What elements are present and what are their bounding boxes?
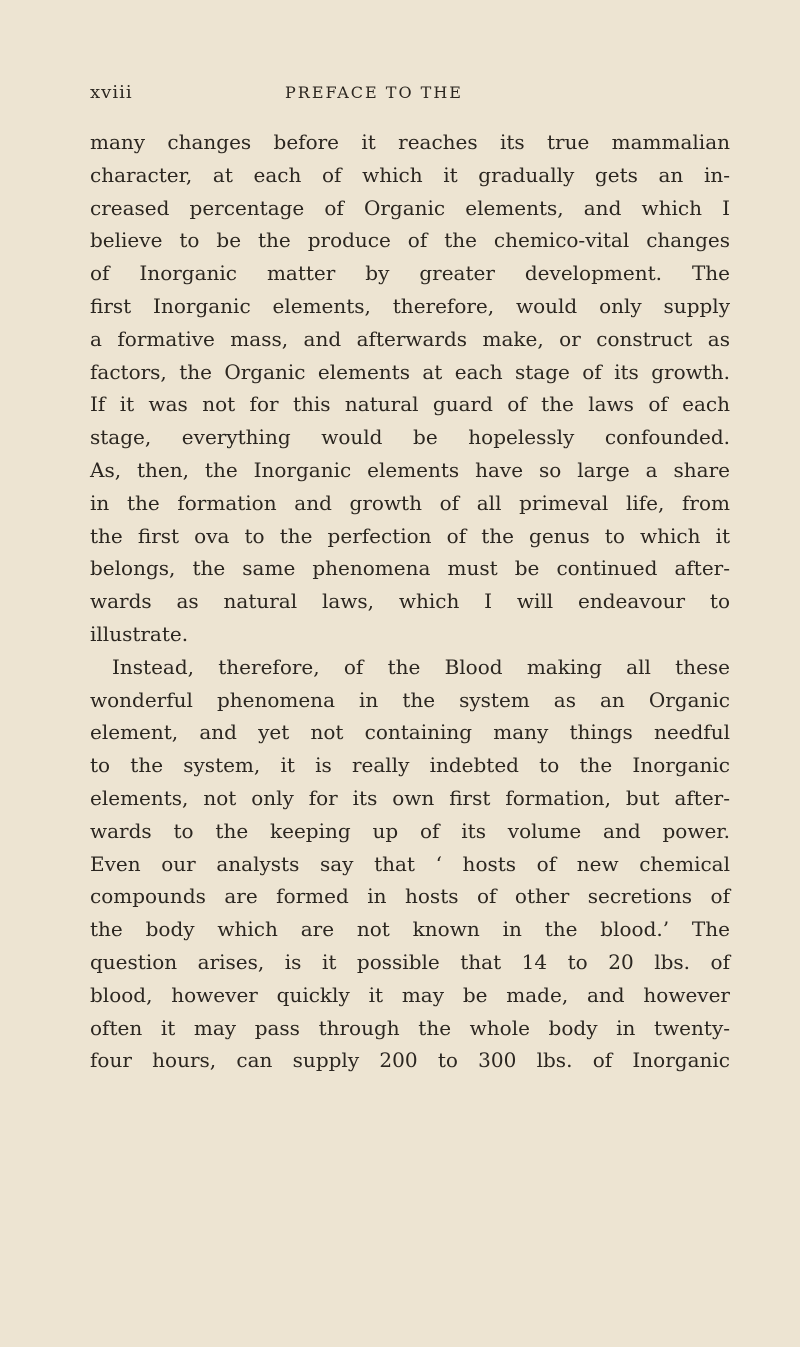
text-line: If it was not for this natural guard of the laws of each (90, 392, 730, 417)
text-line: to the system, it is really indebted to the Inorganic (90, 753, 730, 778)
text-line: wards to the keeping up of its volume and power. (90, 818, 730, 843)
text-line: Instead, therefore, of the Blood making all these (112, 654, 730, 679)
text-line: in the formation and growth of all primeval life, from (90, 490, 730, 515)
running-title: PREFACE TO THE (285, 83, 463, 102)
text-line: the first ova to the perfection of the genus to which it (90, 523, 730, 548)
text-line: blood, however quickly it may be made, and however (90, 982, 730, 1007)
text-line: wonderful phenomena in the system as an Organic (90, 687, 730, 712)
text-line: Even our analysts say that ‘ hosts of new chemical (90, 851, 730, 876)
page-header (90, 82, 730, 106)
page-number: xviii (90, 82, 133, 103)
text-line: element, and yet not containing many things needful (90, 720, 730, 745)
text-line: the body which are not known in the blood.’ The (90, 917, 730, 942)
text-line: creased percentage of Organic elements, and which I (90, 195, 730, 220)
text-line: As, then, the Inorganic elements have so large a share (90, 457, 730, 482)
text-line: factors, the Organic elements at each stage of its growth. (90, 359, 730, 384)
text-line: character, at each of which it gradually gets an in- (90, 162, 730, 187)
text-line: illustrate. (90, 621, 189, 646)
text-line: many changes before it reaches its true mammalian (90, 130, 730, 154)
text-line: wards as natural laws, which I will endeavour to (90, 589, 730, 614)
text-line: compounds are formed in hosts of other secretions of (90, 884, 730, 909)
text-line: of Inorganic matter by greater development. The (90, 261, 730, 286)
text-line: believe to be the produce of the chemico-vital changes (90, 228, 730, 253)
paragraph-2 (90, 651, 730, 1077)
text-line: stage, everything would be hopelessly confounded. (90, 425, 730, 450)
text-line: often it may pass through the whole body in twenty- (90, 1015, 730, 1040)
text-line: belongs, the same phenomena must be continued after- (90, 556, 730, 581)
text-line: first Inorganic elements, therefore, would only supply (90, 293, 730, 318)
text-line: four hours, can supply 200 to 300 lbs. of Inorganic (90, 1048, 730, 1073)
text-line: question arises, is it possible that 14 to 20 lbs. of (90, 949, 730, 974)
text-line: a formative mass, and afterwards make, or construct as (90, 326, 730, 351)
text-line: elements, not only for its own first formation, but after- (90, 785, 730, 810)
body-text (90, 126, 730, 1077)
paragraph-1 (90, 126, 730, 651)
